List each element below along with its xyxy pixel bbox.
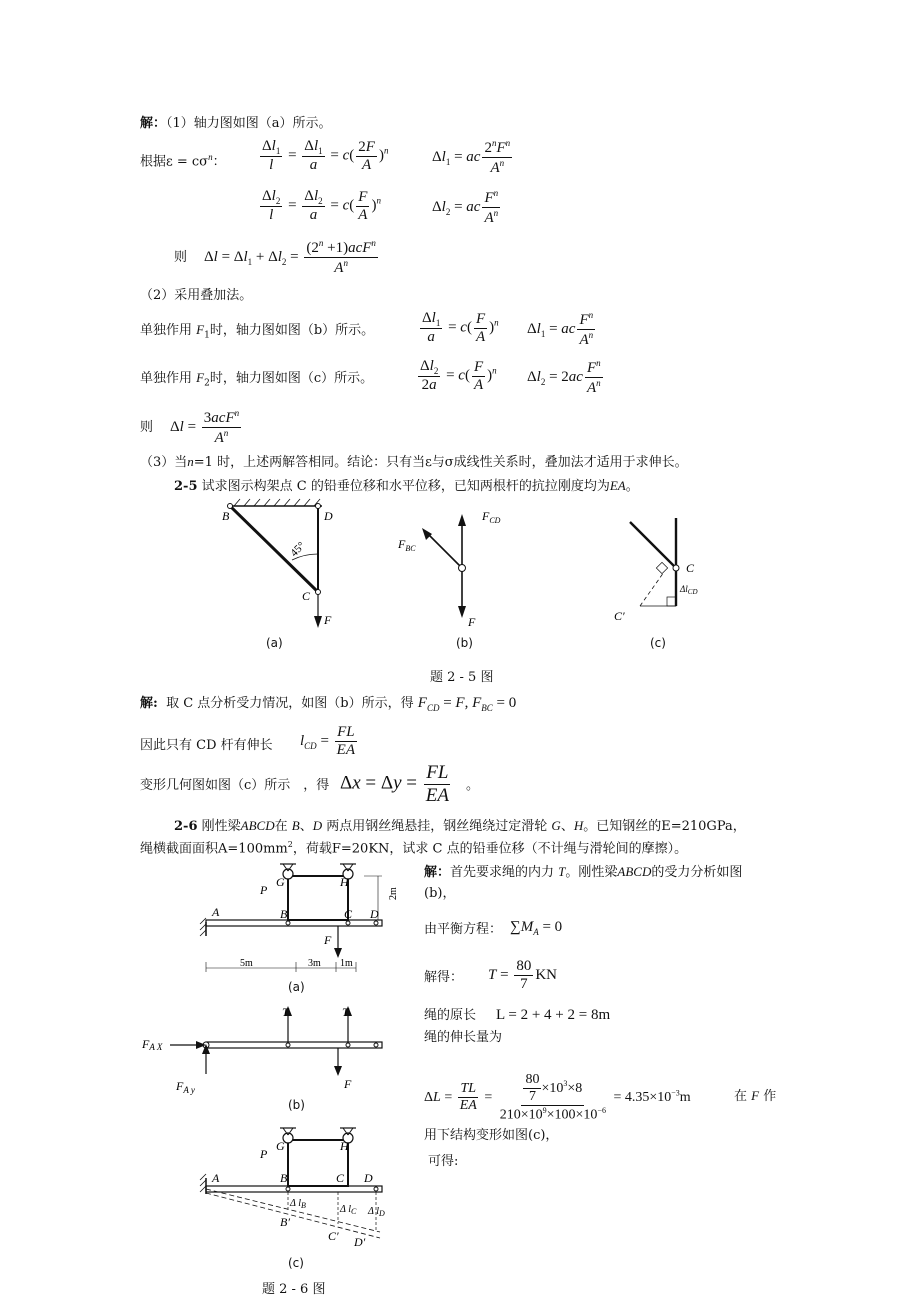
eq-displacement: Δx = Δy = $\frac{FL}{EA}$	[340, 762, 449, 806]
label-FAY: $F_{A y}$	[176, 1079, 195, 1095]
eq-superposed-total: Δl = $\frac{3acF^n}{A^n}$	[170, 408, 240, 447]
label-C: C	[302, 589, 311, 603]
sol-26-line1b: (b)，	[424, 886, 456, 901]
under-f-line2: 用下结构变形如图(c)，	[424, 1128, 559, 1143]
problem-2-5-title: 2-5 试求图示构架点 C 的铅垂位移和水平位移，已知两根杆的抗拉刚度均为EA。	[174, 478, 639, 494]
equilibrium-label: 由平衡方程：	[424, 922, 503, 937]
label-dlC: Δ $l_C$	[340, 1204, 357, 1216]
label-G-a: G	[276, 875, 285, 889]
sol-25-line3: 变形几何图如图（c）所示 ，得	[140, 778, 330, 793]
label-T2: T	[342, 1005, 349, 1019]
label-FBC: $F_{BC}$	[398, 537, 416, 553]
fig25-c-caption: (c)	[650, 636, 666, 650]
fig26-title: 题 2 - 6 图	[262, 1282, 326, 1297]
label-D-a: D	[370, 907, 379, 921]
label-Cp: C′	[328, 1229, 339, 1243]
eq-f1: $\frac{\Delta l_1}{a}$ = c( $\frac{F}{A}$ )$^n$	[422, 310, 499, 346]
then-label-2: 则	[140, 420, 154, 435]
figure-2-6a-structure	[200, 864, 399, 972]
label-dlB: Δ $l_B$	[290, 1198, 306, 1210]
fig26-c-caption: (c)	[288, 1256, 304, 1270]
problem-2-6-title-line2: 绳横截面面积$A=100mm^2$，荷载F=20KN，试求 C 点的铅垂位移（不计绳与滑轮间的摩擦）。	[140, 840, 688, 857]
label-Bp: B′	[280, 1215, 290, 1229]
eq-T: T = $\frac{80}{7}$ KN	[488, 958, 557, 993]
then-label-1: 则	[174, 250, 188, 265]
fig25-b-caption: (b)	[456, 636, 473, 650]
angle-label: 45°	[288, 539, 308, 560]
eq-strain-2: $\frac{\Delta l_2}{l}$ = $\frac{\Delta l_2}{a}$ = c( $\frac{F}{A}$ )$^n$	[262, 188, 381, 224]
label-C-a: C	[344, 907, 353, 921]
eq-dl1: $\Delta l_1$ = ac $\frac{2^nF^n}{A^n}$	[432, 138, 511, 177]
dim-3m: 3m	[308, 958, 321, 969]
label-H-c: H	[340, 1139, 349, 1153]
label-B-c: B	[280, 1171, 288, 1185]
eq-dL: ΔL = $\frac{TL}{EA}$ = $\frac{80}{7}$ $\times 10^3\times 8$ $210\times 10^9\times 100\times 10^{-6}$ = $4.35\times 10^{-3}m$	[424, 1072, 691, 1123]
problem-2-6-title: 2-6 刚性梁ABCD在 B、D 两点用钢丝绳悬挂，钢丝绳绕过定滑轮 G、H。已知钢丝的E=210GPa，	[174, 818, 746, 834]
stretch-label: 绳的伸长量为	[424, 1030, 503, 1045]
length-label: 绳的原长	[424, 1008, 477, 1023]
conclusion-line: （3）当n=1 时，上述两解答相同。结论：只有当ε与σ成线性关系时，叠加法才适用于求伸长。	[140, 454, 688, 470]
label-dlcd: $\Delta l_{CD}$	[680, 584, 698, 596]
eq-moment: $\sum M_A = 0$	[510, 919, 563, 937]
eq-f1-dl: $\Delta l_1$ = ac $\frac{F^n}{A^n}$	[527, 310, 594, 349]
fig26-b-caption: (b)	[288, 1098, 305, 1112]
dim-1m: 1m	[340, 958, 353, 969]
label-T1: T	[282, 1005, 289, 1019]
superposition-heading: （2）采用叠加法。	[140, 288, 253, 303]
eq-strain-1: $\frac{\Delta l_1}{l}$ = $\frac{\Delta l_1}{a}$ = c( $\frac{2F}{A}$ )$^n$	[262, 138, 389, 174]
f1-alone-line: 单独作用 $F_1$时，轴力图如图（b）所示。	[140, 322, 375, 341]
label-A-a: A	[212, 905, 220, 919]
label-Cp: C′	[614, 609, 625, 623]
eq-total: $\Delta l = \Delta l_1 + \Delta l_2$ = $\frac{(2^n +1)acF^n}{A^n}$	[204, 238, 376, 277]
label-A-c: A	[212, 1171, 220, 1185]
label-D: D	[324, 509, 333, 523]
figure-2-5c-deformation	[614, 518, 698, 623]
label-FAX: FA X	[142, 1037, 163, 1052]
label-F-a: F	[324, 933, 332, 947]
label-F-b: F	[344, 1077, 352, 1091]
solve-label: 解得：	[424, 970, 464, 985]
fig26-a-caption: (a)	[288, 980, 305, 994]
dim-5m: 5m	[240, 958, 253, 969]
f2-alone-line: 单独作用 $F_2$时，轴力图如图（c）所示。	[140, 370, 374, 389]
can-get-label: 可得:	[428, 1154, 459, 1169]
sol-25-line1: 解: 取 C 点分析受力情况，如图（b）所示，得 $F_{CD} = F$, $F_{BC} = 0$	[140, 695, 517, 713]
sol-25-line3-end: 。	[466, 778, 480, 793]
label-FCD: $F_{CD}$	[482, 509, 501, 525]
label-H-a: H	[340, 875, 349, 889]
fig25-title: 题 2 - 5 图	[430, 670, 494, 685]
eq-length: L = 2 + 4 + 2 = 8m	[496, 1007, 611, 1023]
label-F: F	[324, 613, 332, 627]
eq-lcd: $l_{CD}$ = $\frac{FL}{EA}$	[300, 724, 355, 759]
label-P-a: P	[260, 883, 268, 897]
label-F-b: F	[468, 615, 476, 629]
label-B-a: B	[280, 907, 288, 921]
label-C-c: C	[336, 1171, 345, 1185]
label-P-c: P	[260, 1147, 268, 1161]
eq-f2: $\frac{\Delta l_2}{2a}$ = c( $\frac{F}{A}$ )$^n$	[420, 358, 497, 394]
figure-2-6c-deformation	[200, 1128, 385, 1249]
eq-f2-dl: $\Delta l_2 = 2ac$ $\frac{F^n}{A^n}$	[527, 358, 601, 397]
eq-dl2: $\Delta l_2$ = ac $\frac{F^n}{A^n}$	[432, 188, 499, 227]
dim-2m: 2m	[388, 887, 399, 900]
label-B: B	[222, 509, 230, 523]
sol-26-line1: 解：首先要求绳的内力 T。刚性梁ABCD的受力分析如图	[424, 864, 743, 880]
figure-2-5	[200, 496, 720, 656]
figure-2-5b-forces	[397, 509, 501, 629]
figure-2-5a-frame	[222, 499, 333, 628]
label-C-c: C	[686, 561, 695, 575]
figure-2-6b-free-body	[141, 1005, 382, 1095]
fig25-a-caption: (a)	[266, 636, 283, 650]
solution-heading-24: 解：（1）轴力图如图（a）所示。	[140, 116, 332, 131]
label-G-c: G	[276, 1139, 285, 1153]
under-f-line: 在 F 作	[734, 1088, 777, 1104]
label-D-c: D	[364, 1171, 373, 1185]
figure-2-6	[130, 860, 420, 1280]
label-dlD: Δ $l_D$	[368, 1206, 385, 1218]
label-Dp: D′	[354, 1235, 366, 1249]
constitutive-law-line: 根据$\varepsilon = c\sigma^n$：	[140, 152, 226, 170]
sol-25-line2: 因此只有 CD 杆有伸长	[140, 738, 273, 753]
